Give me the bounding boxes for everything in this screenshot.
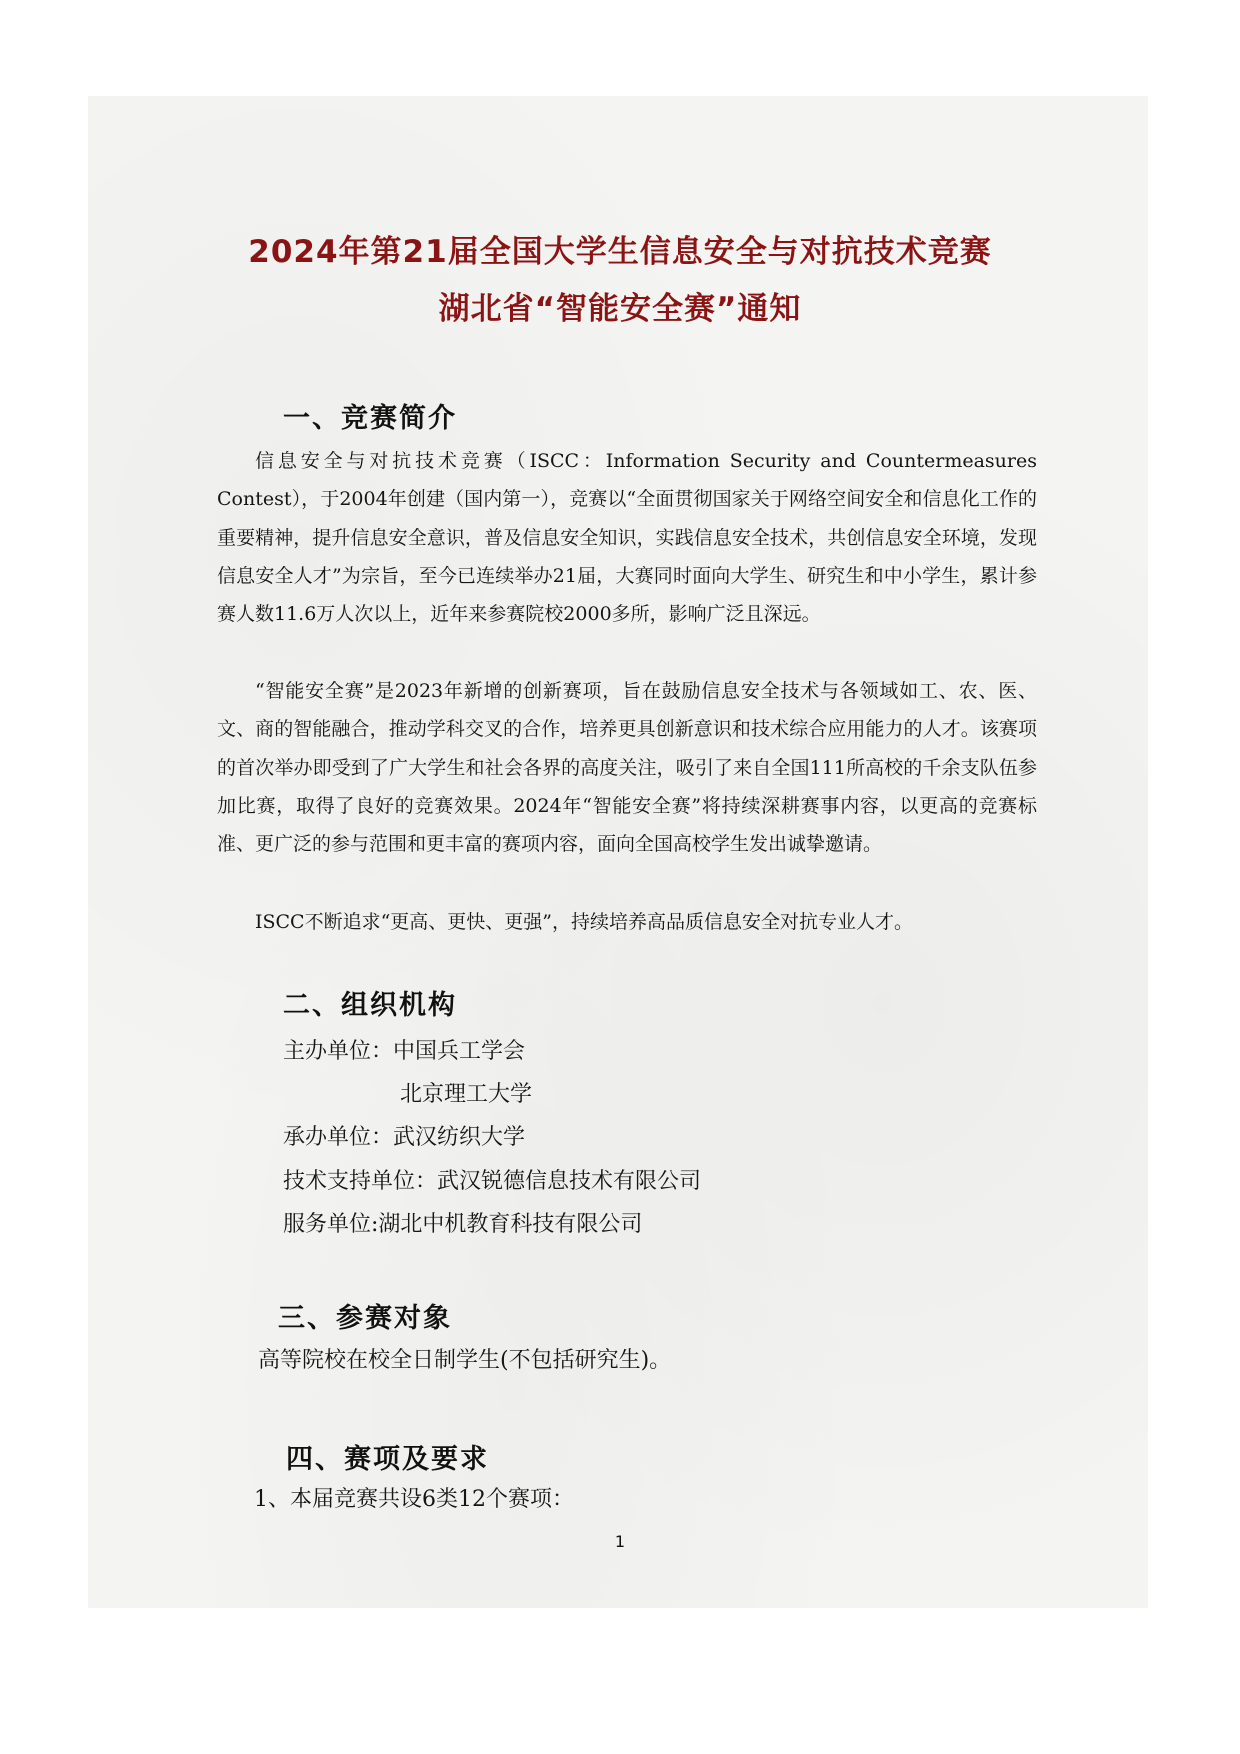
org-tech-support: 技术支持单位：武汉锐德信息技术有限公司 xyxy=(283,1169,702,1194)
section-heading-organization: 二、组织机构 xyxy=(283,990,457,1021)
intro-paragraph-1: 信息安全与对抗技术竞赛（ISCC：Information Security and Countermeasures Contest），于2004年创建（国内第一），竞赛以“全面贯彻国家关于网络空间安全和信息化工作的重要精神，提升信息安全意识，普及信息安全知识，实践信息安全技术，共创信息安全环境，发现信息安全人才”为宗旨，至今已连续举办21届，大赛同时面向大学生、研究生和中小学生，累计参赛人数11.6万人次以上，近年来参赛院校2000多所，影响广泛且深远。 xyxy=(217,450,1037,626)
section-heading-intro: 一、竞赛简介 xyxy=(283,403,457,434)
org-service: 服务单位:湖北中机教育科技有限公司 xyxy=(283,1212,643,1237)
intro-paragraph-3: ISCC不断追求“更高、更快、更强”，持续培养高品质信息安全对抗专业人才。 xyxy=(255,911,914,933)
participants-text: 高等院校在校全日制学生(不包括研究生)。 xyxy=(258,1348,672,1373)
org-host-line1: 主办单位：中国兵工学会 xyxy=(283,1039,526,1064)
page-number: 1 xyxy=(614,1532,626,1551)
org-host-line2: 北京理工大学 xyxy=(400,1082,533,1107)
events-item-1: 1、本届竞赛共设6类12个赛项： xyxy=(254,1487,574,1512)
document-title-line1: 2024年第21届全国大学生信息安全与对抗技术竞赛 xyxy=(248,234,992,270)
org-organizer: 承办单位：武汉纺织大学 xyxy=(283,1125,526,1150)
section-heading-participants: 三、参赛对象 xyxy=(278,1303,452,1334)
intro-paragraph-2: “智能安全赛”是2023年新增的创新赛项，旨在鼓励信息安全技术与各领域如工、农、医、文、商的智能融合，推动学科交叉的合作，培养更具创新意识和技术综合应用能力的人才。该赛项的首次举办即受到了广大学生和社会各界的高度关注，吸引了来自全国111所高校的千余支队伍参加比赛，取得了良好的竞赛效果。2024年“智能安全赛”将持续深耕赛事内容，以更高的竞赛标准、更广泛的参与范围和更丰富的赛项内容，面向全国高校学生发出诚挚邀请。 xyxy=(217,680,1037,856)
section-heading-events: 四、赛项及要求 xyxy=(286,1444,489,1475)
document-title-line2: 湖北省“智能安全赛”通知 xyxy=(438,291,802,327)
